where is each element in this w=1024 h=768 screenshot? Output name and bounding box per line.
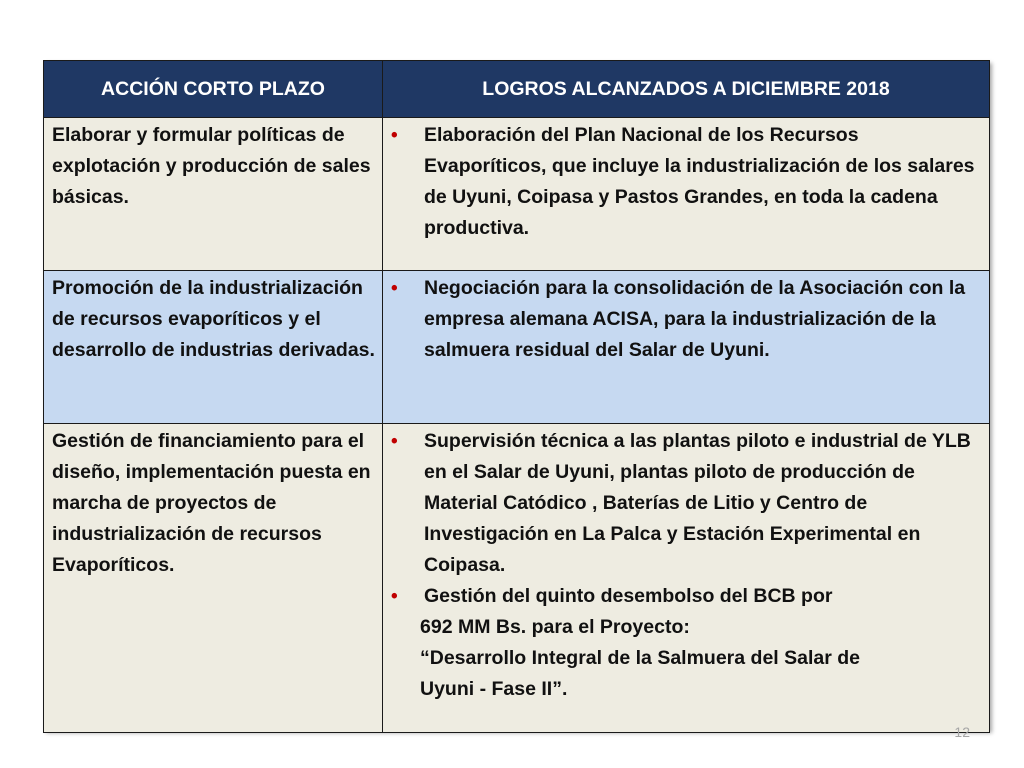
- actions-table: [43, 60, 990, 733]
- bullet-icon: •: [391, 586, 398, 607]
- table-row: [44, 424, 990, 733]
- table-row: [44, 118, 990, 271]
- table-header-row: [44, 61, 990, 118]
- header-logros-alcanzados: LOGROS ALCANZADOS A DICIEMBRE 2018: [383, 61, 990, 118]
- bullet-icon: •: [391, 431, 398, 452]
- continuation-line: 692 MM Bs. para el Proyecto:: [420, 616, 690, 638]
- achievement-text: Elaboración del Plan Nacional de los Recursos Evaporíticos, que incluye la industrialización de los salares de Uyuni, Coipasa y Pastos Grandes, en toda la cadena productiva.: [424, 124, 975, 239]
- continuation-line: “Desarrollo Integral de la Salmuera del Salar de: [420, 647, 861, 669]
- achievement-item: [391, 120, 983, 244]
- bullet-icon: •: [391, 125, 398, 146]
- achievement-item: [391, 273, 983, 366]
- action-cell: Elaborar y formular políticas de explotación y producción de sales básicas.: [44, 118, 383, 271]
- achievement-item: [391, 426, 983, 581]
- bullet-icon: •: [391, 278, 398, 299]
- achievement-text: Supervisión técnica a las plantas piloto e industrial de YLB en el Salar de Uyuni, plantas piloto de producción de Material Catódico , Baterías de Litio y Centro de Investigación en La Palca y Estación Experimental en Coipasa.: [424, 430, 971, 576]
- achievements-cell: [383, 271, 990, 424]
- achievement-text: Gestión del quinto desembolso del BCB por: [424, 585, 833, 607]
- action-cell: Promoción de la industrialización de recursos evaporíticos y el desarrollo de industrias derivadas.: [44, 271, 383, 424]
- achievements-cell: [383, 424, 990, 733]
- achievement-list: [391, 273, 983, 366]
- achievements-cell: [383, 118, 990, 271]
- continuation-line: Uyuni - Fase II”.: [420, 678, 568, 700]
- slide-table-container: [43, 60, 989, 730]
- achievement-item: [391, 581, 983, 612]
- header-accion-corto-plazo: ACCIÓN CORTO PLAZO: [44, 61, 383, 118]
- page-number: 12: [954, 724, 970, 740]
- action-cell: Gestión de financiamiento para el diseño, implementación puesta en marcha de proyectos de industrialización de recursos Evaporíticos.: [44, 424, 383, 733]
- achievement-text: Negociación para la consolidación de la Asociación con la empresa alemana ACISA, para la industrialización de la salmuera residual del Salar de Uyuni.: [424, 277, 966, 361]
- achievement-list: [391, 120, 983, 244]
- achievement-list: [391, 426, 983, 612]
- table-row: [44, 271, 990, 424]
